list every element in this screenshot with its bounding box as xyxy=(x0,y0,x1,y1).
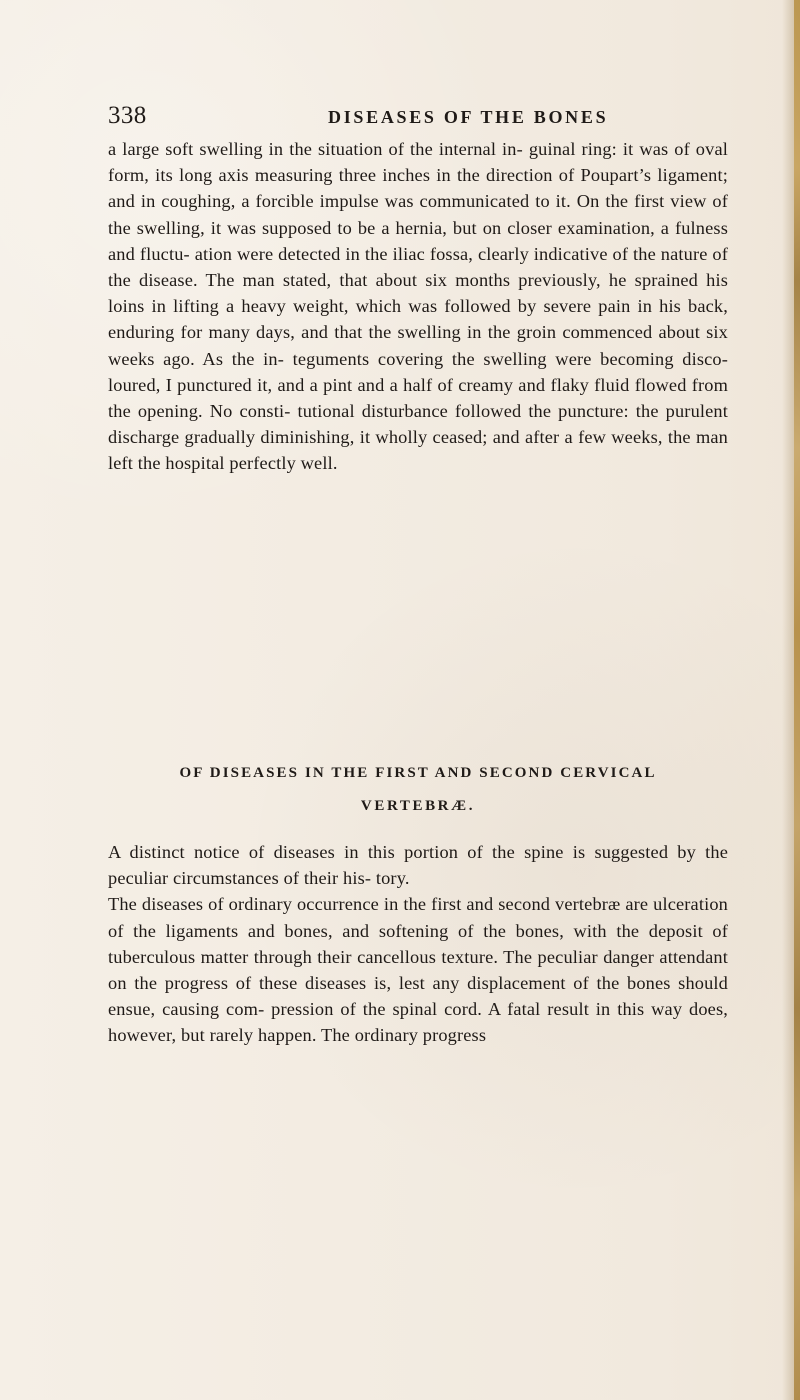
page-edge-shadow xyxy=(782,0,800,1400)
section-heading xyxy=(108,760,728,819)
section-heading-line-1: OF DISEASES IN THE FIRST AND SECOND CERVICAL xyxy=(179,765,657,781)
paragraph-opening: a large soft swelling in the situation of the internal in- guinal ring: it was of oval form, its long axis measuring three inches in the direction of Poupart’s ligament; and in coughing, a forcible impulse was communicated to it. On the first view of the swelling, it was supposed to be a hernia, but on closer examination, a fulness and fluctu- ation were detected in the iliac fossa, clearly indicative of the nature of the disease. The man stated, that about six months previously, he sprained his loins in lifting a heavy weight, which was followed by severe pain in his back, enduring for many days, and that the swelling in the groin commenced about six weeks ago. As the in- teguments covering the swelling were becoming disco- loured, I punctured it, and a pint and a half of creamy and flaky fluid flowed from the opening. No consti- tutional disturbance followed the puncture: the purulent discharge gradually diminishing, it wholly ceased; and after a few weeks, the man left the hospital perfectly well. xyxy=(108,139,728,474)
body-text-block xyxy=(108,136,728,477)
running-title: DISEASES OF THE BONES xyxy=(328,107,609,127)
section-heading-line-2: VERTEBRÆ. xyxy=(360,798,476,814)
section-body xyxy=(108,839,728,1049)
page-number: 338 xyxy=(108,102,147,129)
page-header xyxy=(108,103,728,131)
section-paragraph-2: The diseases of ordinary occurrence in the first and second vertebræ are ulceration of the ligaments and bones, and softening of the bones, with the deposit of tuberculous matter through their cancellous texture. The peculiar danger attendant on the progress of these diseases is, lest any displacement of the bones should ensue, causing com- pression of the spinal cord. A fatal result in this way does, however, but rarely happen. The ordinary progress xyxy=(108,894,728,1046)
section-paragraph-1: A distinct notice of diseases in this portion of the spine is suggested by the peculiar circumstances of their his- tory. xyxy=(108,842,728,889)
